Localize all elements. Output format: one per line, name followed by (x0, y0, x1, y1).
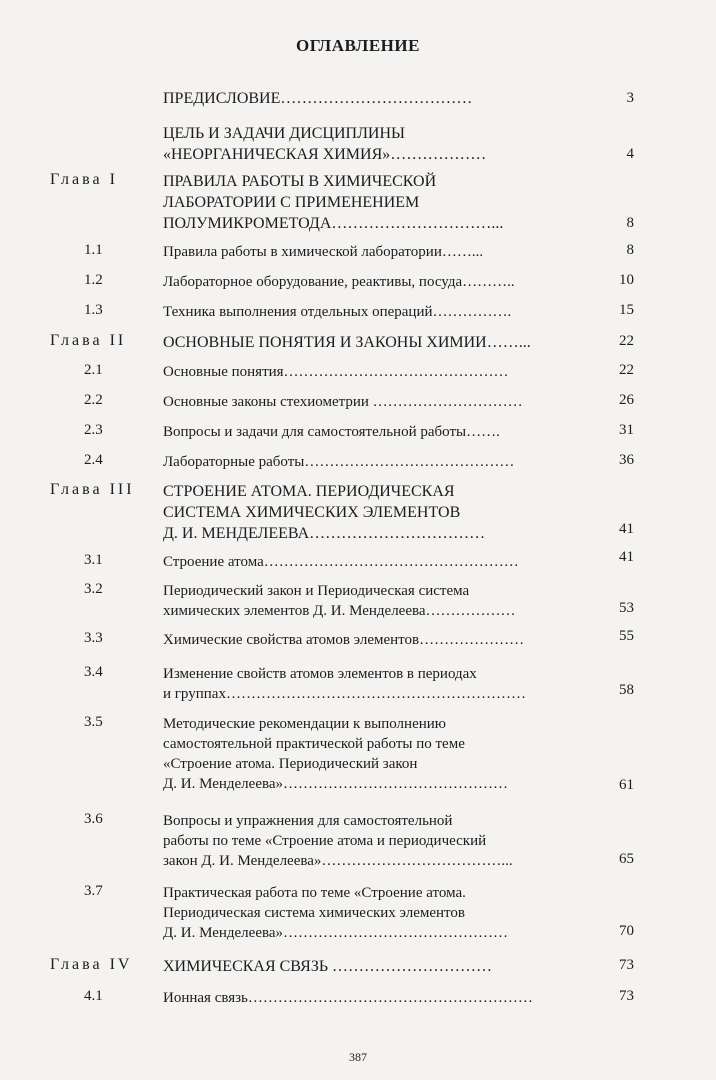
entry-page: 53 (619, 600, 634, 616)
entry-text (163, 332, 593, 353)
section-label: 1.2 (84, 272, 103, 288)
entry-text (163, 630, 593, 650)
entry-text (163, 988, 593, 1008)
entry-line: Вопросы и упражнения для самостоятельной (163, 813, 453, 829)
entry-text (163, 272, 593, 292)
entry-text (163, 422, 593, 442)
entry-page: 73 (619, 988, 634, 1004)
entry-text (163, 123, 593, 165)
section-label: 3.5 (84, 714, 103, 730)
entry-page: 73 (619, 957, 634, 973)
entry-text (163, 883, 593, 943)
entry-line: Периодическая система химических элементов (163, 905, 465, 921)
section-label: 2.1 (84, 362, 103, 378)
page-title: ОГЛАВЛЕНИЕ (296, 36, 420, 55)
entry-line: закон Д. И. Менделеева»………………………………... (163, 853, 513, 869)
entry-line: ХИМИЧЕСКАЯ СВЯЗЬ ………………………… (163, 958, 493, 975)
entry-page: 8 (626, 215, 634, 231)
entry-line: ЦЕЛЬ И ЗАДАЧИ ДИСЦИПЛИНЫ (163, 125, 405, 142)
entry-line: Техника выполнения отдельных операций……………. (163, 304, 512, 320)
entry-line: Вопросы и задачи для самостоятельной работы……. (163, 424, 500, 440)
section-label: 3.6 (84, 811, 103, 827)
entry-page: 65 (619, 851, 634, 867)
entry-text (163, 811, 593, 871)
entry-page: 36 (619, 452, 634, 468)
entry-line: Д. И. Менделеева»……………………………………… (163, 925, 509, 941)
entry-text (163, 242, 593, 262)
entry-line: Лабораторное оборудование, реактивы, посуда……….. (163, 274, 515, 290)
entry-line: Практическая работа по теме «Строение атома. (163, 885, 466, 901)
section-label: 2.4 (84, 452, 103, 468)
entry-page: 61 (619, 777, 634, 793)
entry-line: Правила работы в химической лаборатории……... (163, 244, 484, 260)
entry-line: Изменение свойств атомов элементов в периодах (163, 666, 477, 682)
entry-text (163, 664, 593, 704)
entry-line: химических элементов Д. И. Менделеева……………… (163, 603, 516, 619)
entry-line: Химические свойства атомов элементов………………… (163, 632, 525, 648)
entry-line: Методические рекомендации к выполнению (163, 716, 446, 732)
section-label: 3.4 (84, 664, 103, 680)
entry-text (163, 581, 593, 621)
entry-page: 22 (619, 333, 634, 349)
entry-line: Лабораторные работы…………………………………… (163, 454, 515, 470)
entry-line: Д. И. Менделеева»……………………………………… (163, 776, 509, 792)
entry-page: 26 (619, 392, 634, 408)
entry-text (163, 552, 593, 572)
chapter-label: Глава II (50, 332, 127, 349)
entry-line: ЛАБОРАТОРИИ С ПРИМЕНЕНИЕМ (163, 194, 420, 211)
entry-line: Основные законы стехиометрии ………………………… (163, 394, 523, 410)
chapter-label: Глава III (50, 481, 135, 498)
entry-line: СТРОЕНИЕ АТОМА. ПЕРИОДИЧЕСКАЯ (163, 483, 455, 500)
entry-page: 55 (619, 628, 634, 644)
entry-text (163, 392, 593, 412)
entry-line: ПРАВИЛА РАБОТЫ В ХИМИЧЕСКОЙ (163, 173, 437, 190)
entry-line: Строение атома…………………………………………… (163, 554, 519, 570)
entry-page: 15 (619, 302, 634, 318)
entry-line: и группах…………………………………………………… (163, 686, 526, 702)
entry-page: 58 (619, 682, 634, 698)
footer-page-number: 387 (349, 1050, 367, 1064)
entry-text (163, 302, 593, 322)
entry-line: самостоятельной практической работы по теме (163, 736, 465, 752)
chapter-label: Глава IV (50, 956, 133, 973)
entry-line: Д. И. МЕНДЕЛЕЕВА…………………………… (163, 525, 486, 542)
section-label: 3.3 (84, 630, 103, 646)
entry-text (163, 481, 593, 544)
chapter-label: Глава I (50, 171, 118, 188)
entry-page: 41 (619, 521, 634, 537)
entry-page: 31 (619, 422, 634, 438)
section-label: 2.2 (84, 392, 103, 408)
entry-line: «Строение атома. Периодический закон (163, 756, 418, 772)
section-label: 1.3 (84, 302, 103, 318)
section-label: 2.3 (84, 422, 103, 438)
entry-page: 70 (619, 923, 634, 939)
entry-page: 4 (626, 146, 634, 162)
entry-page: 41 (619, 549, 634, 565)
entry-text (163, 956, 593, 977)
section-label: 1.1 (84, 242, 103, 258)
entry-line: работы по теме «Строение атома и периодический (163, 833, 487, 849)
section-label: 4.1 (84, 988, 103, 1004)
section-label: 3.2 (84, 581, 103, 597)
entry-text (163, 171, 593, 234)
entry-line: Периодический закон и Периодическая система (163, 583, 470, 599)
entry-page: 22 (619, 362, 634, 378)
entry-text (163, 714, 593, 794)
entry-line: ОСНОВНЫЕ ПОНЯТИЯ И ЗАКОНЫ ХИМИИ……... (163, 334, 531, 351)
entry-page: 8 (626, 242, 634, 258)
entry-line: Ионная связь………………………………………………… (163, 990, 533, 1006)
entry-line: СИСТЕМА ХИМИЧЕСКИХ ЭЛЕМЕНТОВ (163, 504, 461, 521)
entry-page: 3 (626, 90, 634, 106)
entry-line: Основные понятия……………………………………… (163, 364, 509, 380)
section-label: 3.1 (84, 552, 103, 568)
entry-text (163, 362, 593, 382)
section-label: 3.7 (84, 883, 103, 899)
entry-page: 10 (619, 272, 634, 288)
entry-line: ПОЛУМИКРОМЕТОДА…………………………... (163, 215, 504, 232)
entry-text (163, 88, 593, 109)
entry-text (163, 452, 593, 472)
entry-line: ПРЕДИСЛОВИЕ……………………………… (163, 90, 473, 107)
entry-line: «НЕОРГАНИЧЕСКАЯ ХИМИЯ»……………… (163, 146, 487, 163)
